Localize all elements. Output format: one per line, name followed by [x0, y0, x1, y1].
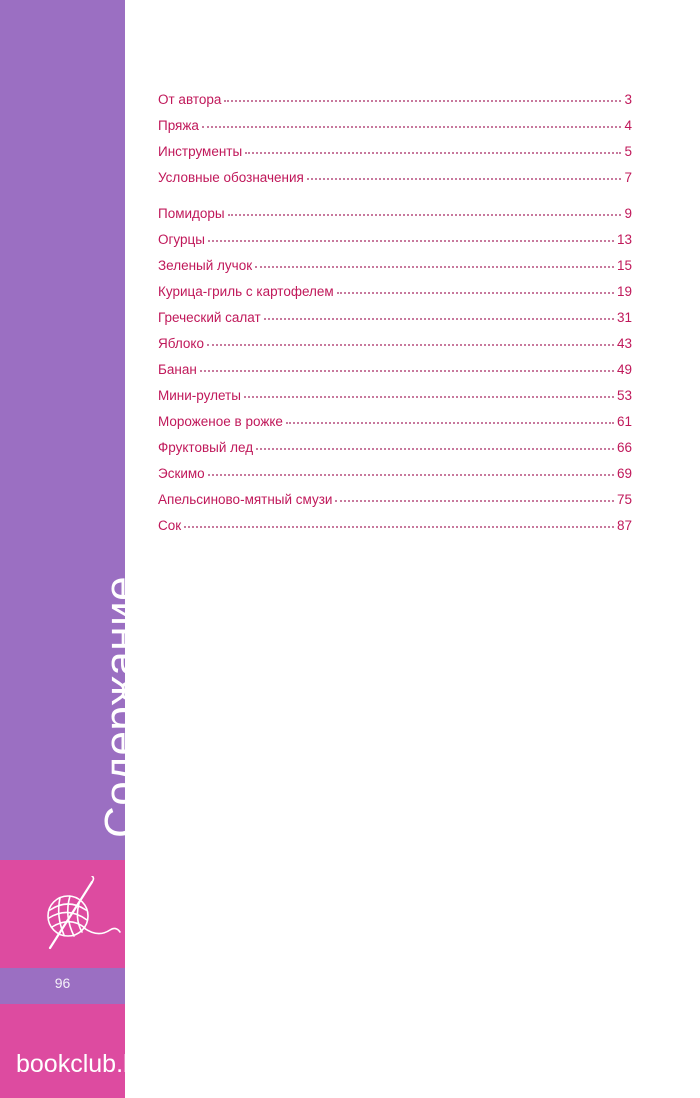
- toc-entry-title: Условные обозначения: [158, 170, 304, 185]
- toc-dot-leader: [245, 151, 621, 154]
- toc-entry-title: Мини-рулеты: [158, 388, 241, 403]
- toc-dot-leader: [200, 369, 614, 372]
- toc-entry-title: Курица-гриль с картофелем: [158, 284, 334, 299]
- toc-dot-leader: [184, 525, 614, 528]
- toc-entry: [158, 336, 632, 358]
- toc-entry-page: 75: [616, 492, 632, 507]
- toc-entry: [158, 466, 632, 488]
- toc-entry-page: 7: [624, 170, 632, 185]
- toc-dot-leader: [228, 213, 622, 216]
- toc-dot-leader: [337, 291, 614, 294]
- toc-entry-page: 19: [616, 284, 632, 299]
- toc-entry-title: Огурцы: [158, 232, 205, 247]
- toc-dot-leader: [208, 473, 614, 476]
- toc-entry: [158, 144, 632, 166]
- toc-entry-page: 49: [616, 362, 632, 377]
- sidebar: [0, 0, 150, 1098]
- toc-entry-page: 3: [624, 92, 632, 107]
- toc-entry: [158, 206, 632, 228]
- toc-dot-leader: [335, 499, 614, 502]
- toc-entry-title: Яблоко: [158, 336, 204, 351]
- toc-entry-page: 9: [624, 206, 632, 221]
- toc-entry-title: Пряжа: [158, 118, 199, 133]
- toc-entry: [158, 92, 632, 114]
- toc-entry-title: Фруктовый лед: [158, 440, 254, 455]
- toc-dot-leader: [207, 343, 614, 346]
- toc-entry-page: 66: [616, 440, 632, 455]
- toc-entry: [158, 440, 632, 462]
- toc-dot-leader: [202, 125, 622, 128]
- section-title: Содержание: [96, 575, 145, 838]
- toc-entry: [158, 414, 632, 436]
- toc-entry: [158, 232, 632, 254]
- page-number: 96: [54, 975, 71, 991]
- toc-entry-title: Греческий салат: [158, 310, 261, 325]
- toc-entry-title: Зеленый лучок: [158, 258, 253, 273]
- toc-entry-title: Банан: [158, 362, 197, 377]
- toc-entry: [158, 284, 632, 306]
- toc-entry-title: Эскимо: [158, 466, 205, 481]
- toc-entry-title: Апельсиново-мятный смузи: [158, 492, 333, 507]
- toc-entry: [158, 258, 632, 280]
- toc-entry: [158, 362, 632, 384]
- toc-entry-page: 4: [624, 118, 632, 133]
- toc-entry-title: Инструменты: [158, 144, 243, 159]
- toc-entry-page: 61: [616, 414, 632, 429]
- toc-dot-leader: [286, 421, 614, 424]
- toc-dot-leader: [244, 395, 614, 398]
- toc-entry: [158, 118, 632, 140]
- toc-entry-title: Сок: [158, 518, 182, 533]
- yarn-ball-with-hook-icon: [40, 876, 122, 956]
- toc-entry-page: 13: [616, 232, 632, 247]
- toc-entry-title: Мороженое в рожке: [158, 414, 283, 429]
- toc-dot-leader: [255, 265, 614, 268]
- toc-entry-page: 53: [616, 388, 632, 403]
- toc-dot-leader: [264, 317, 614, 320]
- toc-entry: [158, 388, 632, 410]
- toc-dot-leader: [307, 177, 622, 180]
- toc-dot-leader: [208, 239, 614, 242]
- watermark: bookclub.by: [16, 1050, 150, 1078]
- toc-entry-page: 15: [616, 258, 632, 273]
- toc-entry-page: 43: [616, 336, 632, 351]
- toc-entry: [158, 170, 632, 192]
- toc-entry-page: 87: [616, 518, 632, 533]
- toc-entry: [158, 310, 632, 332]
- toc-entry-title: Помидоры: [158, 206, 225, 221]
- toc-entry: [158, 492, 632, 514]
- toc-dot-leader: [224, 99, 621, 102]
- toc-dot-leader: [256, 447, 614, 450]
- toc-entry-page: 31: [616, 310, 632, 325]
- toc-entry-page: 69: [616, 466, 632, 481]
- toc-entry-title: От автора: [158, 92, 222, 107]
- toc-entry-page: 5: [624, 144, 632, 159]
- toc-entry: [158, 518, 632, 540]
